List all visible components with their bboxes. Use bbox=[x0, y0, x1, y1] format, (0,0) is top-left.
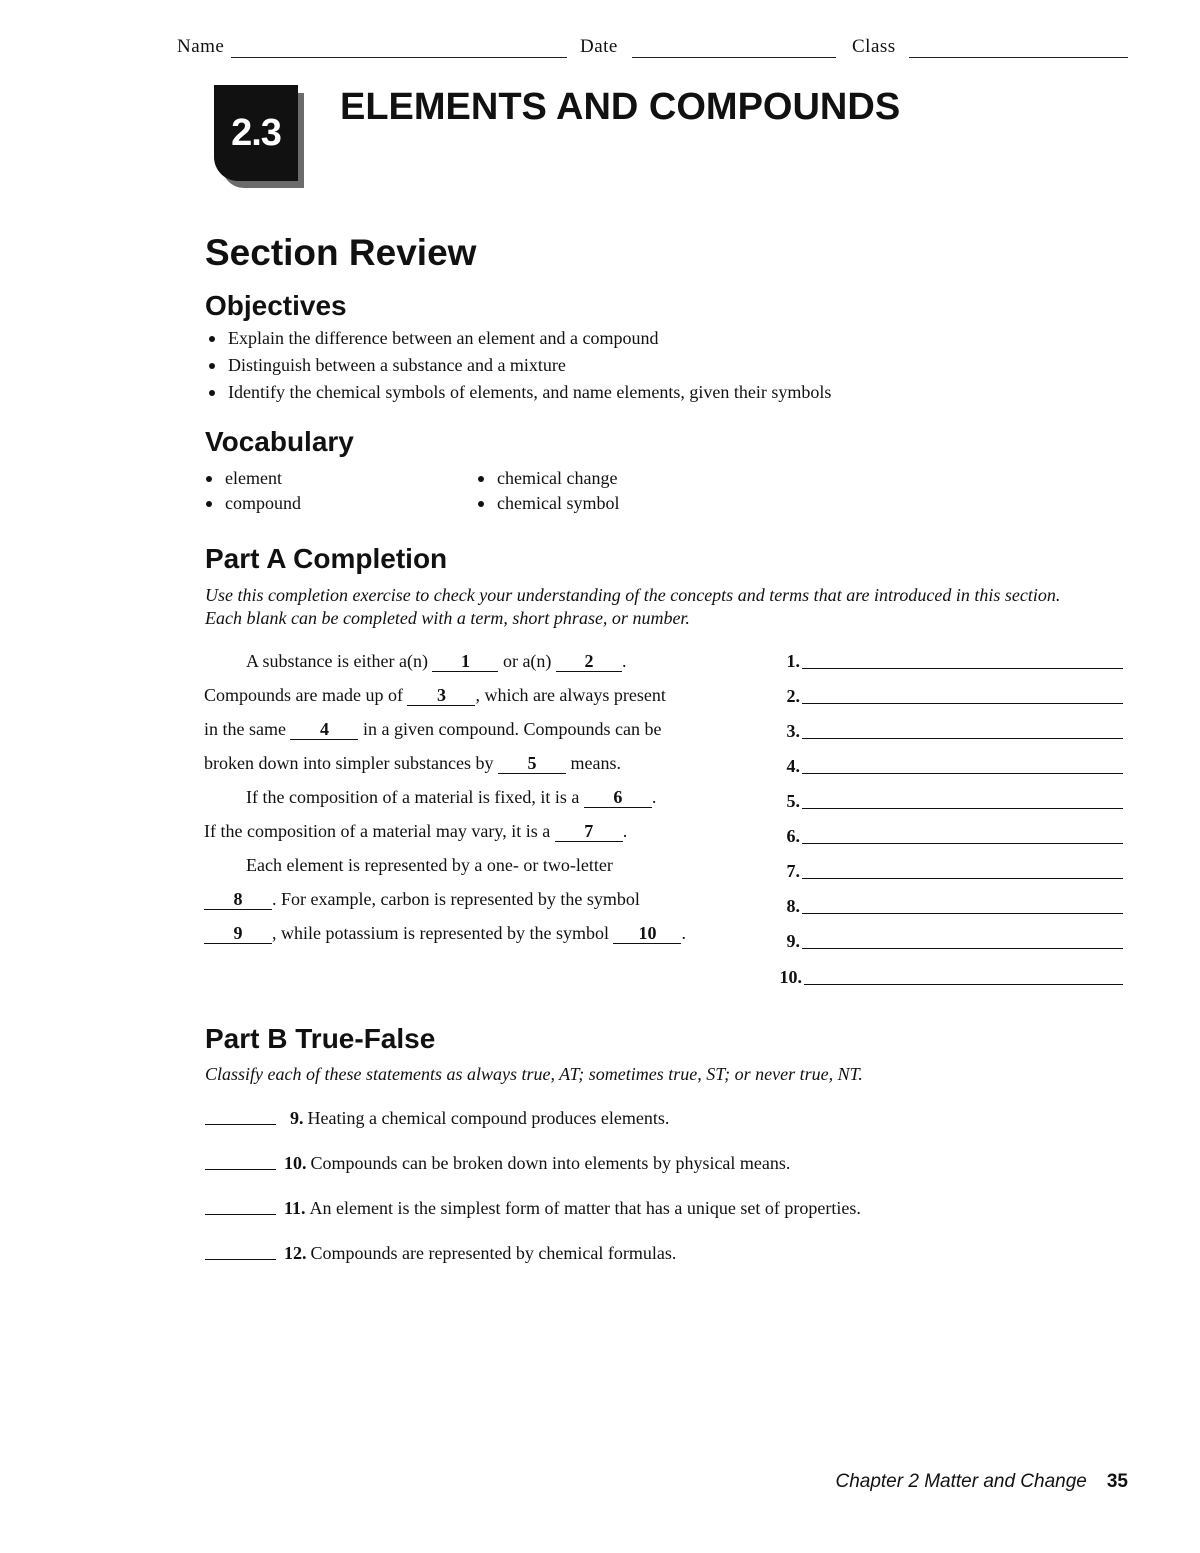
answer-row-7: 7. bbox=[770, 861, 1123, 882]
objectives-heading: Objectives bbox=[205, 290, 347, 321]
page-number: 35 bbox=[1106, 1471, 1128, 1492]
answer-field[interactable] bbox=[802, 668, 1123, 669]
class-label: Class bbox=[852, 36, 896, 57]
paragraph-line: If the composition of a material is fixed, it is a 6 . bbox=[246, 787, 657, 807]
answer-row-5: 5. bbox=[770, 791, 1123, 812]
answer-row-2: 2. bbox=[770, 686, 1123, 707]
answer-field[interactable] bbox=[802, 773, 1123, 774]
section-badge: 2.3 bbox=[214, 85, 298, 181]
answer-row-6: 6. bbox=[770, 826, 1123, 847]
answer-row-4: 4. bbox=[770, 756, 1123, 777]
answer-field[interactable] bbox=[205, 1169, 276, 1170]
paragraph-line: A substance is either a(n) 1 or a(n) 2 . bbox=[246, 651, 627, 671]
section-review-heading: Section Review bbox=[205, 232, 477, 273]
blank-4: 4 bbox=[290, 719, 358, 740]
class-field[interactable] bbox=[909, 57, 1128, 58]
answer-field[interactable] bbox=[802, 738, 1123, 739]
paragraph-line: in the same 4 in a given compound. Compounds can be bbox=[204, 719, 662, 739]
true-false-item: 12. Compounds are represented by chemical formulas. bbox=[205, 1243, 676, 1264]
blank-1: 1 bbox=[432, 651, 498, 672]
answer-row-9: 9. bbox=[770, 931, 1123, 952]
answer-field[interactable] bbox=[802, 703, 1123, 704]
vocabulary-item: element bbox=[206, 468, 282, 489]
blank-7: 7 bbox=[555, 821, 623, 842]
answer-row-10: 10. bbox=[770, 967, 1123, 988]
vocabulary-heading: Vocabulary bbox=[205, 426, 354, 457]
paragraph-line: Each element is represented by a one- or two-letter bbox=[246, 855, 613, 875]
true-false-item: 9. Heating a chemical compound produces elements. bbox=[205, 1108, 669, 1129]
true-false-item: 10. Compounds can be broken down into elements by physical means. bbox=[205, 1153, 790, 1174]
blank-6: 6 bbox=[584, 787, 652, 808]
paragraph-line: If the composition of a material may vary, it is a 7 . bbox=[204, 821, 628, 841]
part-b-heading: Part B True-False bbox=[205, 1023, 436, 1054]
answer-row-1: 1. bbox=[770, 651, 1123, 672]
answer-field[interactable] bbox=[205, 1124, 276, 1125]
paragraph-line: broken down into simpler substances by 5 means. bbox=[204, 753, 621, 773]
answer-field[interactable] bbox=[804, 984, 1123, 985]
answer-field[interactable] bbox=[802, 948, 1123, 949]
blank-8: 8 bbox=[204, 889, 272, 910]
answer-field[interactable] bbox=[802, 878, 1123, 879]
blank-10: 10 bbox=[613, 923, 681, 944]
vocabulary-item: chemical change bbox=[478, 468, 617, 489]
objective-item: Distinguish between a substance and a mixture bbox=[209, 355, 566, 376]
part-b-instructions: Classify each of these statements as always true, AT; sometimes true, ST; or never true, NT. bbox=[205, 1064, 863, 1084]
blank-9: 9 bbox=[204, 923, 272, 944]
objective-item: Identify the chemical symbols of elements, and name elements, given their symbols bbox=[209, 382, 831, 403]
answer-row-8: 8. bbox=[770, 896, 1123, 917]
bullet-icon bbox=[206, 501, 212, 507]
page-title: ELEMENTS AND COMPOUNDS bbox=[340, 86, 901, 128]
paragraph-line: 9 , while potassium is represented by the symbol 10 . bbox=[204, 923, 686, 944]
true-false-item: 11. An element is the simplest form of matter that has a unique set of properties. bbox=[205, 1198, 861, 1219]
bullet-icon bbox=[478, 501, 484, 507]
bullet-icon bbox=[478, 476, 484, 482]
part-a-heading: Part A Completion bbox=[205, 543, 448, 574]
blank-2: 2 bbox=[556, 651, 622, 672]
part-a-instructions: Use this completion exercise to check your understanding of the concepts and terms that are introduced in this section. Each blank can be completed with a term, short phrase, or number. bbox=[205, 585, 1061, 628]
name-label: Name bbox=[177, 36, 225, 57]
vocabulary-item: compound bbox=[206, 493, 301, 514]
answer-field[interactable] bbox=[802, 913, 1123, 914]
bullet-icon bbox=[209, 390, 215, 396]
date-field[interactable] bbox=[632, 57, 836, 58]
bullet-icon bbox=[206, 476, 212, 482]
blank-5: 5 bbox=[498, 753, 566, 774]
answer-field[interactable] bbox=[802, 808, 1123, 809]
answer-row-3: 3. bbox=[770, 721, 1123, 742]
paragraph-line: Compounds are made up of 3 , which are always present bbox=[204, 685, 666, 705]
answer-field[interactable] bbox=[205, 1259, 276, 1260]
chapter-label: Chapter 2 Matter and Change bbox=[835, 1471, 1087, 1492]
bullet-icon bbox=[209, 363, 215, 369]
name-field[interactable] bbox=[231, 57, 567, 58]
blank-3: 3 bbox=[407, 685, 475, 706]
vocabulary-item: chemical symbol bbox=[478, 493, 619, 514]
bullet-icon bbox=[209, 336, 215, 342]
page-footer bbox=[835, 1471, 1128, 1493]
objective-item: Explain the difference between an element and a compound bbox=[209, 328, 659, 349]
answer-field[interactable] bbox=[802, 843, 1123, 844]
answer-field[interactable] bbox=[205, 1214, 276, 1215]
date-label: Date bbox=[580, 36, 618, 57]
paragraph-line: 8 . For example, carbon is represented by the symbol bbox=[204, 889, 640, 910]
